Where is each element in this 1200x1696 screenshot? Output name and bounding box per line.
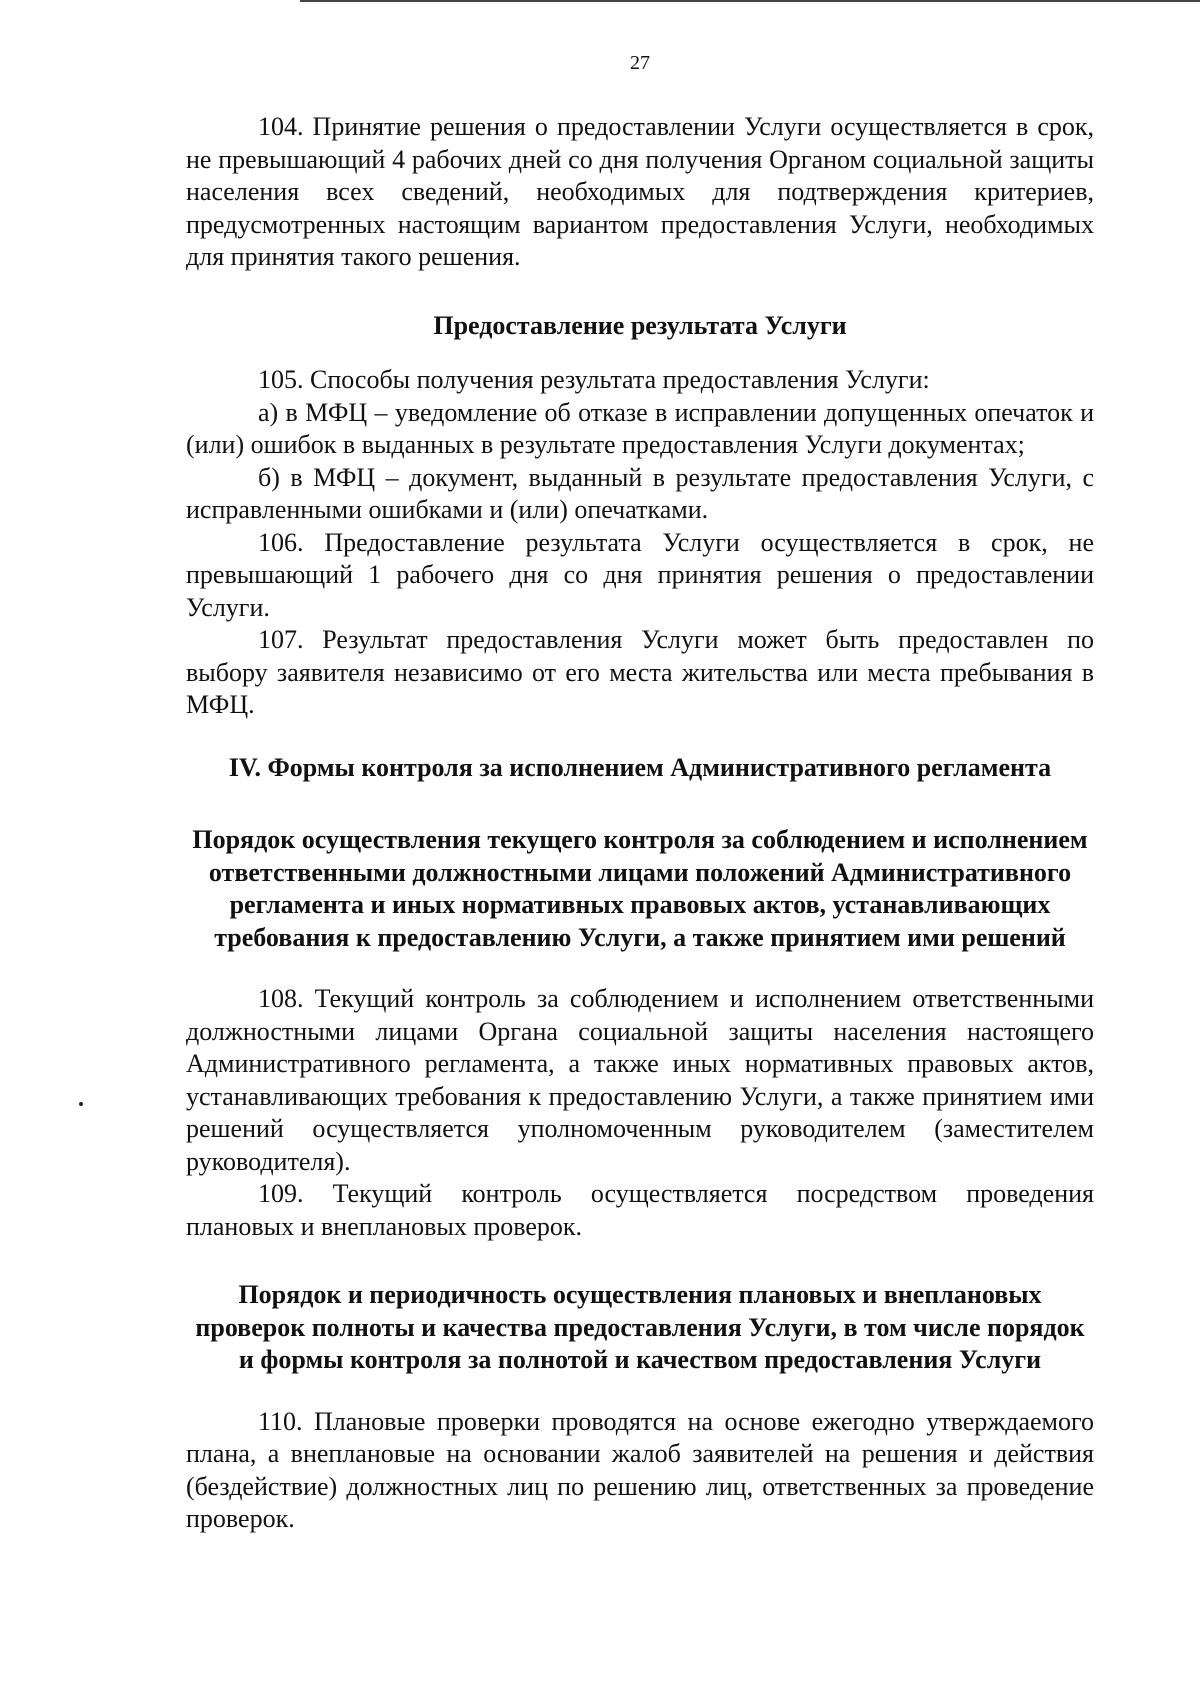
heading-current-control: Порядок осуществления текущего контроля за соблюдением и исполнением ответственными должностными лицами положений Административного регламента и иных нормативных правовых актов, устанавливающих требования к предоставлению Услуги, а также принятием ими решений [192,825,1088,952]
paragraph-104: 104. Принятие решения о предоставлении Услуги осуществляется в срок, не превышающий 4 рабочих дней со дня получения Органом социальной защиты населения всех сведений, необходимых для подтверждения критериев, предусмотренных настоящим вариантом предоставления Услуги, необходимых для принятия такого решения. [186,112,1094,271]
scan-top-edge [300,0,1200,2]
document-body [186,111,1094,1536]
heading-checks-procedure: Порядок и периодичность осуществления плановых и внеплановых проверок полноты и качества предоставления Услуги, в том числе порядок и формы контроля за полнотой и качеством предоставления Услуги [195,1280,1085,1374]
paragraph-105: 105. Способы получения результата предоставления Услуги: [258,365,930,394]
paragraph-107: 107. Результат предоставления Услуги может быть предоставлен по выбору заявителя независимо от его места жительства или места пребывания в МФЦ. [186,625,1094,719]
paragraph-110: 110. Плановые проверки проводятся на основе ежегодно утверждаемого плана, а внеплановые на основании жалоб заявителей на решения и действия (бездействие) должностных лиц по решению лиц, ответственных за проведение проверок. [186,1406,1094,1533]
scan-speck [79,1102,83,1106]
heading-result-provision: Предоставление результата Услуги [433,310,847,340]
paragraph-108: 108. Текущий контроль за соблюдением и исполнением ответственными должностными лицами Органа социальной защиты населения настоящего Административного регламента, а также иных нормативных правовых актов, устанавливающих требования к предоставлению Услуги, а также принятием ими решений осуществляется уполномоченным руководителем (заместителем руководителя). [186,984,1094,1176]
paragraph-105-a: а) в МФЦ – уведомление об отказе в исправлении допущенных опечаток и (или) ошибок в выданных в результате предоставления Услуги документах; [186,397,1094,459]
paragraph-106: 106. Предоставление результата Услуги осуществляется в срок, не превышающий 1 рабочего дня со дня принятия решения о предоставлении Услуги. [186,527,1094,622]
page-number: 27 [630,52,650,74]
paragraph-109: 109. Текущий контроль осуществляется посредством проведения плановых и внеплановых проверок. [186,1179,1094,1241]
paragraph-105-b: б) в МФЦ – документ, выданный в результате предоставления Услуги, с исправленными ошибками и (или) опечатками. [186,462,1094,524]
section-iv-heading: IV. Формы контроля за исполнением Административного регламента [228,752,1052,782]
